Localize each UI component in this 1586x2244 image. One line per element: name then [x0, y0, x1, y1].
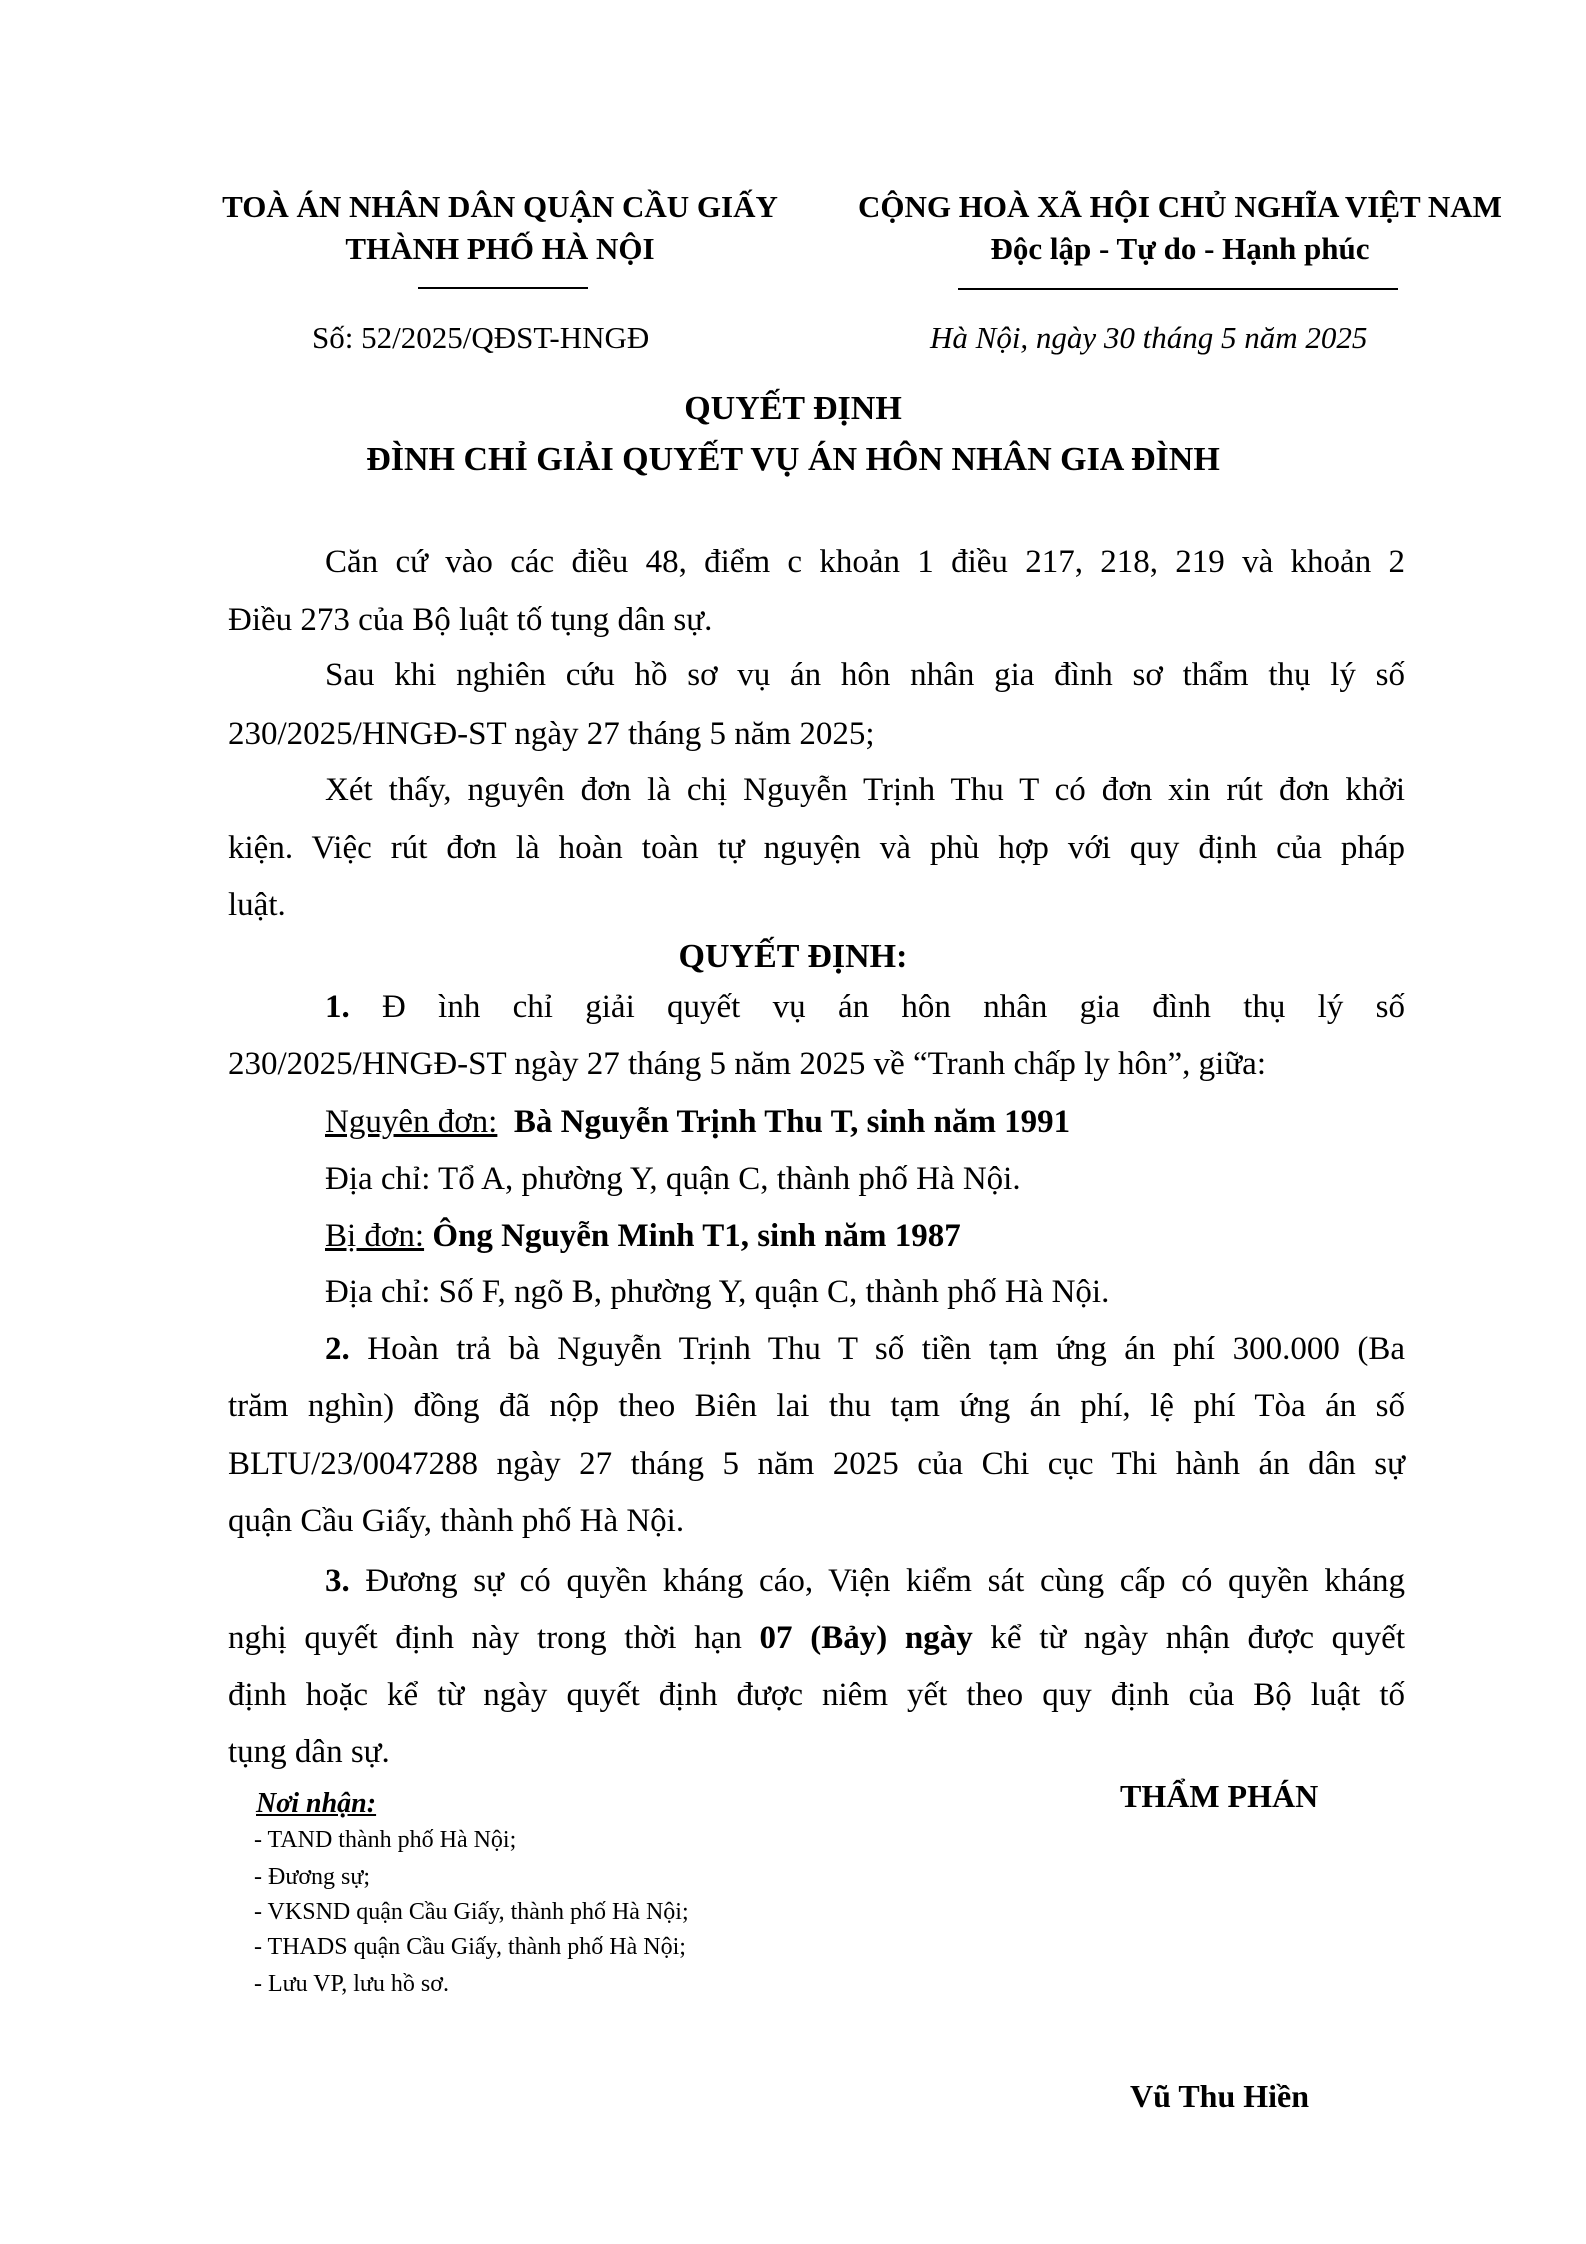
recipients-label: Nơi nhận:: [256, 1788, 377, 1819]
decision-item1-line1: [325, 983, 1405, 1031]
court-divider: [418, 287, 588, 289]
preamble-p2-line1: Sau khi nghiên cứu hồ sơ vụ án hôn nhân gia đình sơ thẩm thụ lý số: [325, 657, 1405, 693]
decision-item3-line1: [325, 1557, 1405, 1605]
preamble-p3-line3: luật.: [228, 887, 286, 923]
item3-line2-end: kể từ ngày nhận được quyết: [972, 1620, 1405, 1656]
decision-item1-line2: 230/2025/HNGĐ-ST ngày 27 tháng 5 năm 2025 về “Tranh chấp ly hôn”, giữa:: [228, 1046, 1267, 1082]
plaintiff-name: Bà Nguyễn Trịnh Thu T, sinh năm 1991: [513, 1104, 1071, 1140]
document-title: QUYẾT ĐỊNH: [684, 390, 902, 427]
place-date: Hà Nội, ngày 30 tháng 5 năm 2025: [930, 320, 1368, 355]
decision-item2-line4: quận Cầu Giấy, thành phố Hà Nội.: [228, 1503, 685, 1539]
decision-item3-line3: định hoặc kể từ ngày quyết định được niêm yết theo quy định của Bộ luật tố: [228, 1677, 1405, 1713]
court-city: THÀNH PHỐ HÀ NỘI: [345, 231, 655, 266]
recipient-item: - THADS quận Cầu Giấy, thành phố Hà Nội;: [254, 1934, 686, 1960]
item3-number: 3.: [325, 1563, 350, 1599]
decision-item2-line3: BLTU/23/0047288 ngày 27 tháng 5 năm 2025 của Chi cục Thi hành án dân sự: [228, 1446, 1405, 1482]
decision-item2-line2: trăm nghìn) đồng đã nộp theo Biên lai thu tạm ứng án phí, lệ phí Tòa án số: [228, 1388, 1405, 1424]
defendant-address: Địa chỉ: Số F, ngõ B, phường Y, quận C, thành phố Hà Nội.: [325, 1274, 1110, 1310]
item3-text: Đương sự có quyền kháng cáo, Viện kiểm sát cùng cấp có quyền kháng: [349, 1563, 1405, 1599]
item3-line2-start: nghị quyết định này trong thời hạn: [228, 1620, 760, 1656]
decision-item3-line4: tụng dân sự.: [228, 1734, 390, 1770]
nation-motto: Độc lập - Tự do - Hạnh phúc: [990, 231, 1370, 266]
recipient-item: - VKSND quận Cầu Giấy, thành phố Hà Nội;: [254, 1899, 689, 1925]
item3-deadline: 07 (Bảy) ngày: [759, 1620, 973, 1656]
decision-heading: QUYẾT ĐỊNH:: [678, 938, 908, 975]
item1-number: 1.: [325, 989, 350, 1025]
preamble-p1-line2: Điều 273 của Bộ luật tố tụng dân sự.: [228, 602, 713, 638]
signer-role: THẨM PHÁN: [1120, 1778, 1319, 1814]
item2-text: Hoàn trả bà Nguyễn Trịnh Thu T số tiền tạm ứng án phí 300.000 (Ba: [349, 1331, 1405, 1367]
plaintiff-line: [325, 1098, 1070, 1146]
preamble-p2-line2: 230/2025/HNGĐ-ST ngày 27 tháng 5 năm 2025;: [228, 716, 875, 752]
item1-text: Đ ình chỉ giải quyết vụ án hôn nhân gia đình thụ lý số: [349, 989, 1405, 1025]
document-subtitle: ĐÌNH CHỈ GIẢI QUYẾT VỤ ÁN HÔN NHÂN GIA ĐÌNH: [366, 441, 1220, 478]
preamble-p3-line2: kiện. Việc rút đơn là hoàn toàn tự nguyện và phù hợp với quy định của pháp: [228, 830, 1405, 866]
preamble-p3-line1: Xét thấy, nguyên đơn là chị Nguyễn Trịnh Thu T có đơn xin rút đơn khởi: [325, 772, 1405, 808]
defendant-label: Bị đơn:: [325, 1218, 425, 1254]
court-name: TOÀ ÁN NHÂN DÂN QUẬN CẦU GIẤY: [222, 189, 778, 224]
recipient-item: - Lưu VP, lưu hồ sơ.: [254, 1971, 449, 1997]
defendant-name: Ông Nguyễn Minh T1, sinh năm 1987: [432, 1218, 961, 1254]
defendant-line: [325, 1212, 961, 1260]
nation-divider: [958, 288, 1398, 290]
preamble-p1-line1: Căn cứ vào các điều 48, điểm c khoản 1 điều 217, 218, 219 và khoản 2: [325, 544, 1405, 580]
plaintiff-label: Nguyên đơn:: [325, 1104, 498, 1140]
recipient-item: - TAND thành phố Hà Nội;: [254, 1827, 517, 1853]
decision-item2-line1: [325, 1325, 1405, 1373]
recipient-item: - Đương sự;: [254, 1864, 371, 1890]
item2-number: 2.: [325, 1331, 350, 1367]
nation-name: CỘNG HOÀ XÃ HỘI CHỦ NGHĨA VIỆT NAM: [858, 189, 1502, 224]
plaintiff-address: Địa chỉ: Tổ A, phường Y, quận C, thành phố Hà Nội.: [325, 1161, 1021, 1197]
decision-item3-line2: [228, 1614, 1405, 1662]
document-number: Số: 52/2025/QĐST-HNGĐ: [312, 320, 650, 355]
signer-name: Vũ Thu Hiền: [1130, 2078, 1310, 2114]
